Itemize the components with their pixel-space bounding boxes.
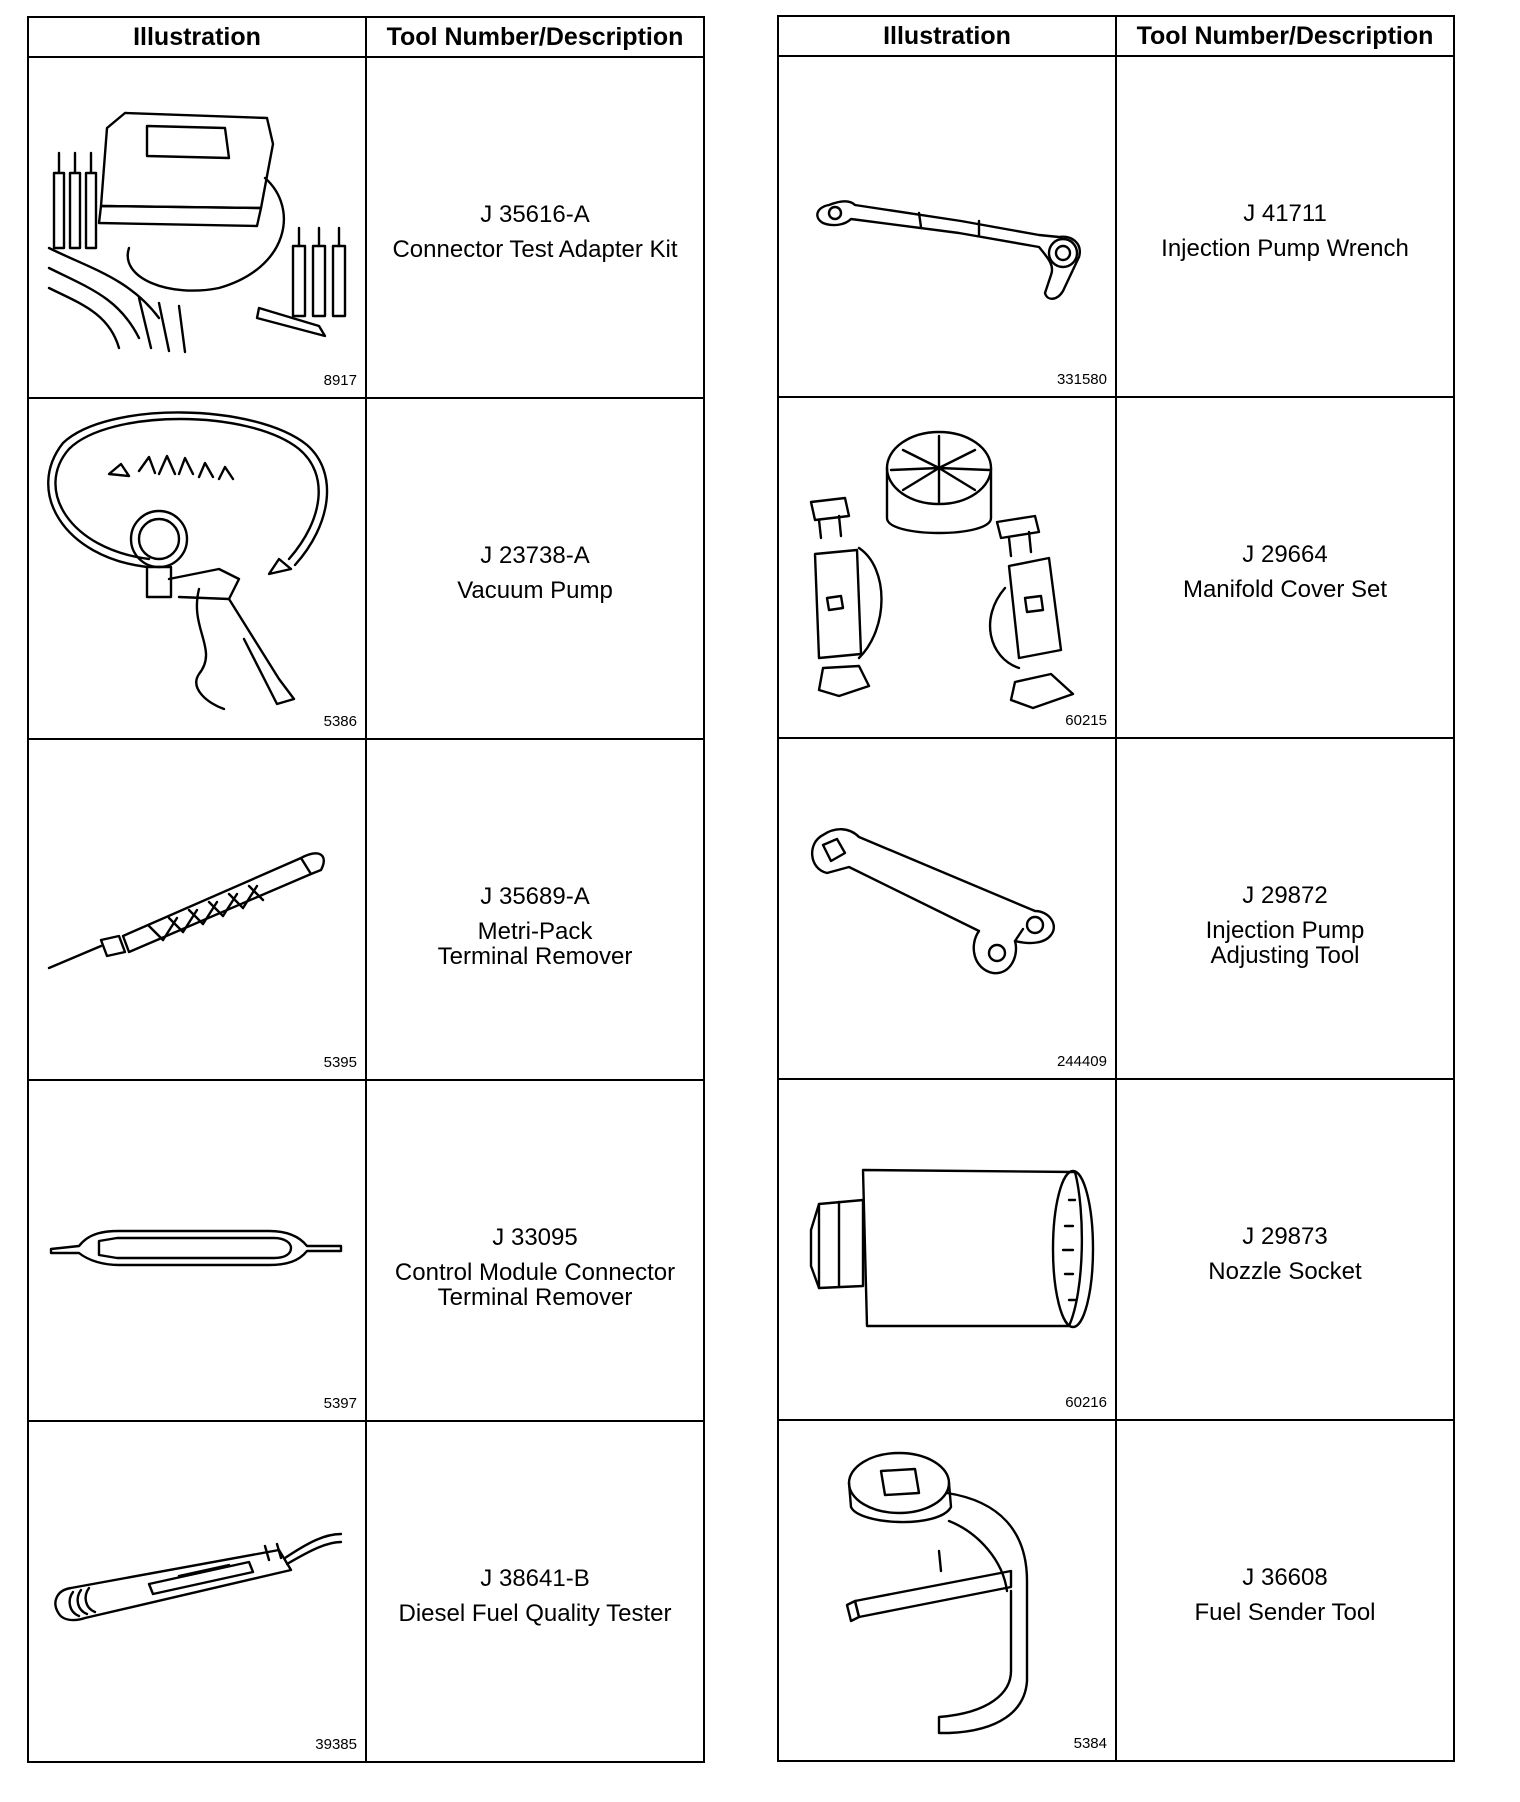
figure-number: 60215	[1065, 712, 1107, 729]
figure-number: 5395	[323, 1054, 357, 1071]
table-row	[778, 56, 1454, 397]
figure-number: 5386	[323, 713, 357, 730]
tool-description: Vacuum Pump	[457, 577, 613, 604]
illustration-cell	[778, 1079, 1116, 1420]
tool-description-cell	[366, 739, 704, 1080]
illustration-header: Illustration	[28, 17, 366, 57]
tool-header: Tool Number/Description	[366, 17, 704, 57]
tool-description: Fuel Sender Tool	[1194, 1599, 1376, 1626]
tool-number: J 35689-A	[480, 883, 590, 910]
illustration-cell	[778, 1420, 1116, 1761]
tool-description: Injection Pump Wrench	[1161, 235, 1409, 262]
nozzle-socket-icon	[779, 1080, 1115, 1419]
tool-description-cell	[1116, 397, 1454, 738]
fuel-quality-tester-icon	[29, 1422, 365, 1761]
tool-description-cell	[366, 1080, 704, 1421]
tool-description-cell	[1116, 738, 1454, 1079]
tool-number: J 29873	[1242, 1223, 1328, 1250]
table-row	[28, 398, 704, 739]
illustration-cell	[28, 57, 366, 398]
vacuum-pump-icon	[29, 399, 365, 738]
tool-number: J 35616-A	[480, 201, 590, 228]
tool-description-cell	[366, 57, 704, 398]
tool-description-cell	[1116, 56, 1454, 397]
figure-number: 244409	[1056, 1053, 1107, 1070]
tool-number: J 38641-B	[480, 1565, 590, 1592]
illustration-cell	[28, 1080, 366, 1421]
tool-number: J 33095	[492, 1224, 578, 1251]
pump-adjusting-tool-icon	[779, 739, 1115, 1078]
illustration-cell	[28, 398, 366, 739]
table-row	[28, 1080, 704, 1421]
tools-table-left	[27, 16, 705, 1763]
figure-number: 8917	[323, 372, 357, 389]
illustration-cell	[778, 56, 1116, 397]
injection-pump-wrench-icon	[779, 57, 1115, 396]
tool-description: Connector Test Adapter Kit	[392, 236, 678, 263]
tool-number: J 29872	[1242, 882, 1328, 909]
tool-description-cell	[1116, 1079, 1454, 1420]
figure-number: 5397	[323, 1395, 357, 1412]
table-row	[778, 397, 1454, 738]
tool-description-cell	[366, 398, 704, 739]
connector-test-adapter-kit-icon	[29, 58, 365, 397]
table-row	[778, 1079, 1454, 1420]
tool-header: Tool Number/Description	[1116, 16, 1454, 56]
tool-description: Metri-Pack Terminal Remover	[437, 918, 633, 970]
figure-number: 5384	[1073, 1735, 1107, 1752]
tool-number: J 29664	[1242, 541, 1328, 568]
figure-number: 331580	[1056, 371, 1107, 388]
terminal-remover-icon	[29, 1081, 365, 1420]
fuel-sender-tool-icon	[779, 1421, 1115, 1760]
table-row	[778, 738, 1454, 1079]
tool-description-cell	[366, 1421, 704, 1762]
manifold-cover-set-icon	[779, 398, 1115, 737]
tool-number: J 41711	[1243, 200, 1327, 227]
table-row	[28, 57, 704, 398]
tool-description: Nozzle Socket	[1208, 1258, 1362, 1285]
tool-description: Injection Pump Adjusting Tool	[1205, 917, 1365, 969]
header-row	[28, 17, 704, 57]
tool-number: J 36608	[1242, 1564, 1328, 1591]
figure-number: 60216	[1065, 1394, 1107, 1411]
tool-number: J 23738-A	[480, 542, 590, 569]
illustration-cell	[778, 397, 1116, 738]
tool-description: Control Module Connector Terminal Remover	[394, 1259, 676, 1311]
tool-description: Manifold Cover Set	[1182, 576, 1388, 603]
tool-description: Diesel Fuel Quality Tester	[398, 1600, 672, 1627]
table-row	[778, 1420, 1454, 1761]
tool-description-cell	[1116, 1420, 1454, 1761]
illustration-cell	[778, 738, 1116, 1079]
metri-pack-remover-icon	[29, 740, 365, 1079]
illustration-cell	[28, 1421, 366, 1762]
illustration-cell	[28, 739, 366, 1080]
tools-table-right	[777, 15, 1455, 1762]
figure-number: 39385	[315, 1736, 357, 1753]
table-row	[28, 1421, 704, 1762]
illustration-header: Illustration	[778, 16, 1116, 56]
header-row	[778, 16, 1454, 56]
table-row	[28, 739, 704, 1080]
